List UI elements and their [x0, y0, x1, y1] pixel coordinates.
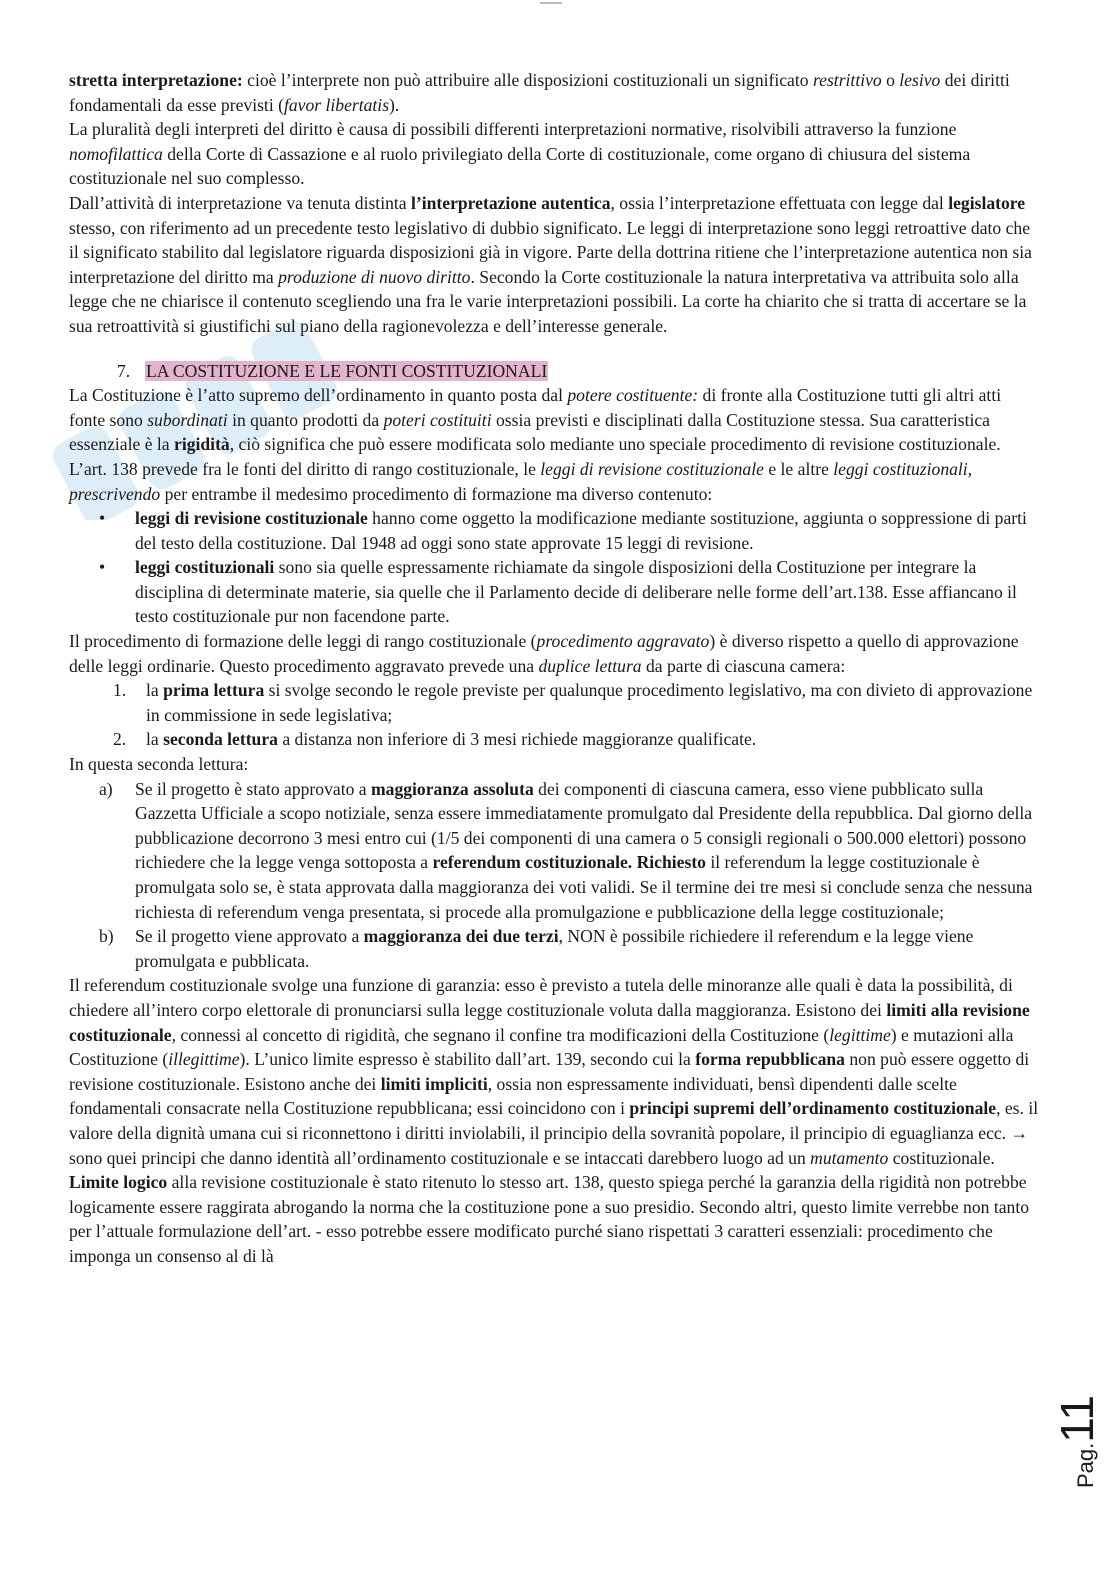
list-number: 1.	[113, 680, 127, 701]
paragraph-seconda-lettura: In questa seconda lettura:	[69, 754, 249, 775]
page-number-box	[1032, 1380, 1103, 1490]
list-letter: a)	[99, 778, 113, 799]
bullet-icon: •	[99, 508, 106, 529]
paragraph-pluralita-interpreti: La pluralità degli interpreti del diritto è causa di possibili differenti interpretazioni normative, risolvibili attraverso la funzione nomofilattica della Corte di Cassazione e al ruolo privilegiato della Corte di costituzionale, come organo di chiusura del sistema costituzionale nel suo complesso.	[69, 119, 971, 189]
numbered-list	[69, 678, 1039, 752]
section-title: LA COSTITUZIONE E LE FONTI COSTITUZIONALI	[146, 360, 548, 381]
paragraph-costituzione: La Costituzione è l’atto supremo dell’ordinamento in quanto posta dal potere costituente: di fronte alla Costituzione tutti gli altri atti fonte sono subordinati in quanto prodotti da poteri costituiti ossia previsti e disciplinati dalla Costituzione stessa. Sua caratteristica essenziale è la rigidità, ciò significa che può essere modificata solo mediante uno speciale procedimento di revisione costituzionale.	[69, 385, 1002, 455]
paragraph-procedimento-aggravato: Il procedimento di formazione delle leggi di rango costituzionale (procedimento aggravato) è diverso rispetto a quello di approvazione delle leggi ordinarie. Questo procedimento aggravato prevede una duplice lettura da parte di ciascuna camera:	[69, 631, 1019, 676]
paragraph-limite-logico: Limite logico alla revisione costituzionale è stato ritenuto lo stesso art. 138, questo spiega perché la garanzia della rigidità non potrebbe logicamente essere raggirata abrogando la norma che la costituzione pone a suo presidio. Secondo altri, questo limite verrebbe non tanto per l’attuale formulazione dell’art. - esso potrebbe essere modificato purché siano rispettati 3 caratteri essenziali: procedimento che imponga un consenso al di là	[69, 1172, 1030, 1266]
section-heading	[69, 359, 1039, 384]
list-item: • leggi costituzionali sono sia quelle espressamente richiamate da singole disposizioni della Costituzione per integrare la disciplina di determinate materie, sia quelle che il Parlamento decide di deliberare nelle forme dell’art.138. Esse affiancano il testo costituzionale pur non facendone parte.	[99, 557, 1017, 627]
top-page-mark	[540, 2, 562, 4]
paragraph-stretta-interpretazione: stretta interpretazione: cioè l’interprete non può attribuire alle disposizioni costituzionali un significato restrittivo o lesivo dei diritti fondamentali da esse previsti (favor libertatis).	[69, 70, 1010, 115]
lettered-list	[69, 777, 1039, 974]
section-number: 7.	[117, 360, 131, 381]
list-number: 2.	[113, 729, 127, 750]
list-item: 1. la prima lettura si svolge secondo le regole previste per qualunque procedimento legislativo, ma con divieto di approvazione in commissione in sede legislativa;	[113, 680, 1033, 725]
term-stretta-interpretazione: stretta interpretazione:	[69, 70, 243, 90]
page-number-value: 11	[1051, 1394, 1103, 1443]
page-number	[1050, 1395, 1104, 1488]
paragraph-art-138: L’art. 138 prevede fra le fonti del diritto di rango costituzionale, le leggi di revisione costituzionale e le altre leggi costituzionali, prescrivendo per entrambe il medesimo procedimento di formazione ma diverso contenuto:	[69, 458, 973, 504]
paragraph-referendum: Il referendum costituzionale svolge una funzione di garanzia: esso è previsto a tutela delle minoranze alle quali è data la possibilità, di chiedere all’intero corpo elettorale di pronunciarsi sulla legge costituzionale voluta dalla maggioranza. Esistono dei limiti alla revisione costituzionale, connessi al concetto di rigidità, che segnano il confine tra modificazioni della Costituzione (legittime) e mutazioni alla Costituzione (illegittime). L’unico limite espresso è stabilito dall’art. 139, secondo cui la forma repubblicana non può essere oggetto di revisione costituzionale. Esistono anche dei limiti impliciti, ossia non espressamente individuati, bensì dipendenti dalle scelte fondamentali consacrate nella Costituzione repubblicana; essi coincidono con i principi supremi dell’ordinamento costituzionale, es. il valore della dignità umana cui si riconnettono i diritti inviolabili, il principio della sovranità popolare, il principio di eguaglianza ecc. → sono quei principi che danno identità all’ordinamento costituzionale e se intaccati darebbero luogo ad un mutamento costituzionale.	[69, 975, 1039, 1168]
list-letter: b)	[99, 926, 114, 947]
list-item: 2. la seconda lettura a distanza non inferiore di 3 mesi richiede maggioranze qualificate.	[69, 727, 1039, 752]
page-label: Pag.	[1073, 1442, 1098, 1488]
list-item: • leggi di revisione costituzionale hanno come oggetto la modificazione mediante sostituzione, aggiunta o soppressione di parti del testo della costituzione. Dal 1948 ad oggi sono state approvate 15 leggi di revisione.	[99, 508, 1027, 553]
bullet-list	[69, 506, 1039, 629]
list-item: a) Se il progetto è stato approvato a maggioranza assoluta dei componenti di ciascuna camera, esso viene pubblicato sulla Gazzetta Ufficiale a scopo notiziale, senza essere immediatamente promulgato dal Presidente della repubblica. Dal giorno della pubblicazione decorrono 3 mesi entro cui (1/5 dei componenti di una camera o 5 consigli regionali o 500.000 elettori) possono richiedere che la legge venga sottoposta a referendum costituzionale. Richiesto il referendum la legge costituzionale è promulgata solo se, è stata approvata dalla maggioranza dei voti validi. Se il termine dei tre mesi si conclude senza che nessuna richiesta di referendum venga presentata, si procede alla promulgazione e pubblicazione della legge costituzionale;	[99, 778, 1033, 922]
paragraph-interpretazione-autentica: Dall’attività di interpretazione va tenuta distinta l’interpretazione autentica, ossia l’interpretazione effettuata con legge dal legislatore stesso, con riferimento ad un precedente testo legislativo di dubbio significato. Le leggi di interpretazione sono leggi retroattive dato che il significato stabilito dal legislatore riguarda disposizioni già in vigore. Parte della dottrina ritiene che l’interpretazione autentica non sia interpretazione del diritto ma produzione di nuovo diritto. Secondo la Corte costituzionale la natura interpretativa va attribuita solo alla legge che ne chiarisce il contenuto scegliendo una fra le varie interpretazioni possibili. La corte ha chiarito che si tratta di accertare se la sua retroattività si giustifichi sul piano della ragionevolezza e dell’interesse generale.	[69, 192, 1032, 336]
list-item: b) Se il progetto viene approvato a maggioranza dei due terzi, NON è possibile richiedere il referendum e la legge viene promulgata e pubblicata.	[99, 926, 974, 971]
bullet-icon: •	[99, 557, 106, 578]
document-page	[69, 68, 1039, 1269]
